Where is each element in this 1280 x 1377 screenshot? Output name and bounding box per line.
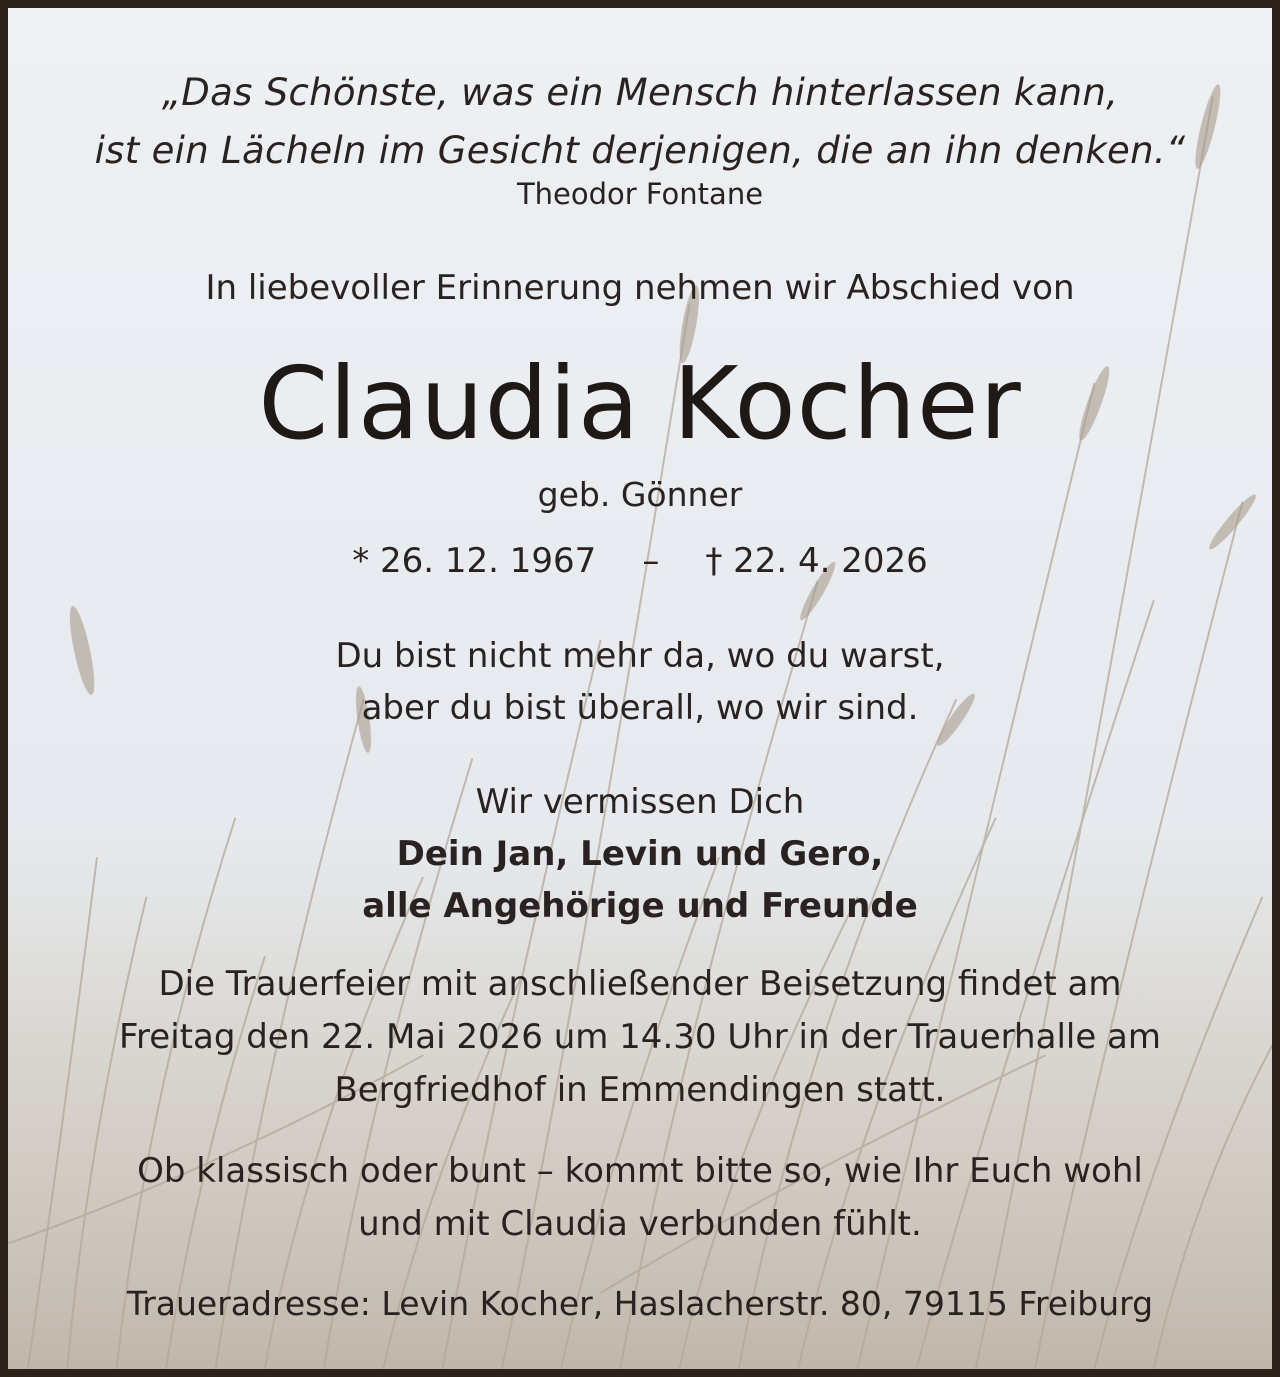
- maiden-name: geb. Gönner: [537, 475, 743, 514]
- family-line: Dein Jan, Levin und Gero,: [396, 834, 884, 874]
- quote: [8, 64, 1272, 180]
- dress-code-line: Ob klassisch oder bunt – kommt bitte so, wie Ihr Euch wohl: [137, 1151, 1143, 1191]
- quote-line: „Das Schönste, was ein Mensch hinterlassen kann,: [161, 71, 1119, 114]
- miss-line: Wir vermissen Dich: [475, 782, 805, 822]
- funeral-line: Die Trauerfeier mit anschließender Beisetzung findet am: [158, 964, 1122, 1004]
- funeral-info: [8, 958, 1272, 1117]
- poem: [8, 630, 1272, 734]
- family-line: alle Angehörige und Freunde: [362, 886, 918, 926]
- intro-text: In liebevoller Erinnerung nehmen wir Abschied von: [205, 268, 1075, 308]
- deceased-name: Claudia Kocher: [258, 345, 1022, 462]
- death-date: † 22. 4. 2026: [705, 541, 928, 581]
- quote-author: Theodor Fontane: [516, 177, 764, 211]
- poem-line: Du bist nicht mehr da, wo du warst,: [335, 636, 945, 676]
- poem-line: aber du bist überall, wo wir sind.: [361, 688, 919, 728]
- dress-code-line: und mit Claudia verbunden fühlt.: [358, 1204, 922, 1244]
- funeral-line: Bergfriedhof in Emmendingen statt.: [334, 1070, 946, 1110]
- date-dash: –: [642, 541, 660, 581]
- mourning-address: Traueradresse: Levin Kocher, Haslacherstr. 80, 79115 Freiburg: [126, 1284, 1154, 1323]
- quote-line: ist ein Lächeln im Gesicht derjenigen, die an ihn denken.“: [94, 129, 1186, 172]
- birth-date: * 26. 12. 1967: [352, 541, 597, 581]
- life-dates: [8, 536, 1272, 586]
- family-signature: [8, 828, 1272, 932]
- funeral-line: Freitag den 22. Mai 2026 um 14.30 Uhr in der Trauerhalle am: [118, 1017, 1162, 1057]
- dress-code-note: [8, 1145, 1272, 1251]
